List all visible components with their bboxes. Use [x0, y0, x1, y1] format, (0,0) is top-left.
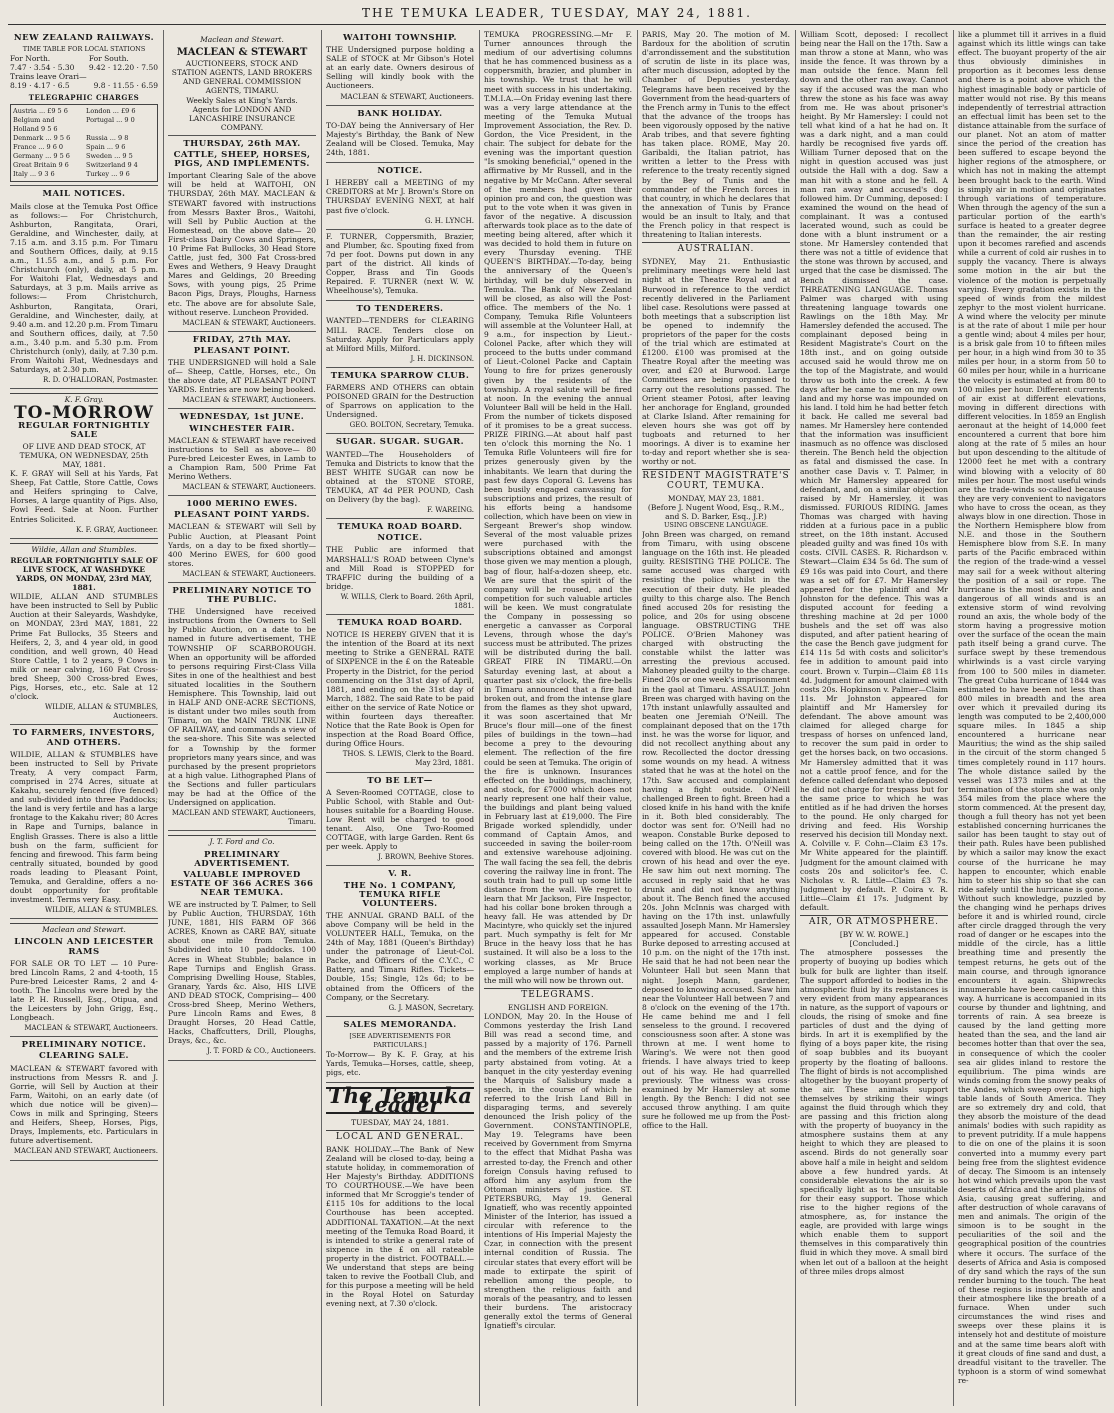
scarborough-ad [168, 583, 316, 831]
roadboard-title: TEMUKA ROAD BOARD. [337, 522, 463, 533]
telegraph-rate: Spain ... 9 6 [86, 143, 126, 152]
telegraph-rate: Italy ... 9 3 6 [13, 170, 55, 179]
rb2-title: TEMUKA ROAD BOARD. [337, 618, 463, 629]
telegrams-title: TELEGRAMS. [484, 988, 632, 1000]
rm-court-title: RESIDENT MAGISTRATE'S COURT, TEMUKA. [642, 471, 790, 491]
ford-ad [168, 847, 316, 1061]
telegraph-rate: Denmark ... 9 5 6 [13, 133, 71, 142]
pleasant-point-ad [168, 332, 316, 410]
waitohi-township-ad [326, 30, 474, 106]
gray-ad [10, 404, 158, 538]
column-rule [321, 30, 322, 1406]
english-foreign-title: ENGLISH AND FOREIGN. [507, 1002, 609, 1012]
time-table-label: TIME TABLE FOR LOCAL STATIONS [22, 45, 146, 54]
column-rule [953, 30, 954, 1406]
bank-title: BANK HOLIDAY. [357, 108, 443, 119]
ford-signature: J. T. FORD & CO., Auctioneers. [206, 1047, 316, 1056]
telegraph-rate: Sweden ... 9 5 [86, 152, 133, 161]
rb-signature: W. WILLS, Clerk to Board. 26th April, 1881. [340, 592, 474, 610]
air-concluded: [Concluded.] [849, 939, 899, 949]
north-head: For North. [10, 54, 51, 64]
rifle-ball-ad [326, 866, 474, 1016]
sparrow-title: TEMUKA SPARROW CLUB. [330, 370, 470, 381]
wildie-signature: WILDIE, ALLAN & STUMBLES, Auctioneers. [45, 703, 158, 721]
column-4 [484, 30, 632, 1406]
rb2-text: NOTICE IS HEREBY GIVEN that it is the intention of the Board at its next meeting to Strike a GENERAL RATE of SIXPENCE in the £ on the Rateable Property in the District, for the period commencing on the 31st day of April, 1881, and ending on the 31st day of March, 1882. The said Rate to be paid either on the service of Rate Notice or within fourteen days thereafter. Notice that the Rate Book is Open for inspection at the Road Board Office, during Office Hours. [326, 630, 474, 749]
pleasant-text: THE UNDERSIGNED will hold a Sale of— Sheep, Cattle, Horses, etc., On the above date, AT PLEASANT POINT YARDS. Entries are now being booked. [168, 358, 316, 395]
pp-yards-title: PLEASANT POINT YARDS. [174, 510, 310, 521]
maclean-head: Maclean and Stewart. [200, 35, 284, 44]
australian-title: AUSTRALIAN. [642, 242, 790, 254]
merino-text: MACLEAN & STEWART will Sell by Public Auction, at Pleasant Point Yards, on a day to be fixed shortly— 400 Merino EWES, for 600 good stores. [168, 522, 316, 568]
newspaper-nameplate: The Temuka Leader [326, 1087, 474, 1113]
sugar-ad [326, 434, 474, 519]
gray-sale-title: REGULAR FORTNIGHTLY SALE [18, 420, 150, 440]
firm-text: AUCTIONEERS, STOCK AND STATION AGENTS, LAND BROKERS AND GENERAL COMMISSION AGENTS, TIMARU. [171, 59, 313, 96]
wednesday-title: WEDNESDAY, 1st JUNE. [179, 412, 305, 423]
column-rule [795, 30, 796, 1406]
waitohi-title: WAITOHI TOWNSHIP. [343, 33, 457, 43]
wildie-section-head: Wildie, Allan and Stumbles. [10, 543, 158, 554]
local-general-text: BANK HOLIDAY.—The Bank of New Zealand will be closed to-day, being a statute holiday, in commemoration of Her Majesty's Birthday. ADDITIONS TO COURTHOUSE.—We have been informed that Mr Scroggie's tender of £115 10s for additions to the local Courthouse has been accepted. ADDITIONAL TAXATION.—At the next meeting of the Temuka Road Board, it is intended to strike a general rate of sixpence in the £ on all rateable property in the district. FOOTBALL.—We understand that steps are being taken to revive the Football Club, and for this purpose a meeting will be held in the Royal Hotel on Saturday evening next, at 7.30 o'clock. [326, 1144, 474, 1309]
bank-holiday-ad [326, 106, 474, 163]
rifle-signature: G. J. MASON, Secretary. [388, 1003, 474, 1012]
issue-date: TUESDAY, MAY 24, 1881. [351, 1117, 449, 1127]
gray-signature: K. F. GRAY, Auctioneer. [75, 525, 158, 534]
rifle-text: THE ANNUAL GRAND BALL of the above Company will be held in the VOLUNTEER HALL, Temuka, on the 24th of May, 1881 (Queen's Birthday) under the patronage of Lieut-Col. Packe, and Officers of the C.Y.C., C Battery, and Timaru Rifles. Tickets—Double, 15s; Single, 12s 6d; to be obtained from the Officers of the Company, or the Secretary. [326, 910, 474, 1002]
pleasant-signature: MACLEAN & STEWART, Auctioneers. [182, 396, 316, 405]
tenders-title: TO TENDERERS. [356, 304, 444, 315]
maclean-section-head: Maclean and Stewart. [10, 923, 158, 934]
sparrow-text: FARMERS AND OTHERS can obtain POISONED GRAIN for the Destruction of Sparrows on application to the Undersigned. [326, 383, 474, 420]
orari-north: 8.19 · 4.17 · 6.5 [10, 81, 70, 91]
cattle-signature: MACLEAN & STEWART, Auctioneers. [182, 318, 316, 327]
court-text: John Breen was charged, on remand from Timaru, with using obscene language on the 16th inst. He pleaded guilty. RESISTING THE POLICE. The same accused was charged with resisting the police whilst in the execution of their duty. He pleaded guilty to this charge also. The Bench fined accused 20s for resisting the police, and 20s for using obscene language. OBSTRUCTING THE POLICE. O'Brien Mahoney was charged with obstructing the constable whilst the latter was arresting the previous accused. Mahoney pleaded guilty to the charge. Fined 20s or one week's imprisonment in the gaol at Timaru. ASSAULT. John Breen was charged with having on the 17th instant unlawfully assaulted and beaten one Jeremiah O'Neill. The complainant deposed that on the 17th inst. he was the worse for liquor, and did not recollect anything about any row. Recollected the doctor dressing some wounds on my head. A witness stated that he was at the hotel on the 17th. Saw accused and complainant having a fight outside. O'Neill challenged Breen to fight. Breen had a closed knife in his hand with the knife in it. Both bled considerably. The doctor was sent for. O'Neill had no weapon. Constable Burke deposed to being called on the 17th. O'Neill was covered with blood. He was cut on the crown of his head and over the eye. He saw him out next morning. The accused in reply said that he was drunk and did not know anything about it. The Bench fined the accused 20s. John McInnis was charged with having on the 17th inst. unlawfully assaulted Joseph Mann. Mr Hamersley appeared for accused. Constable Burke deposed to arresting accused at 10 p.m. on the night of the 17th inst. He said that he had not been near the Volunteer Hall but seen Mann that night. Joseph Mann, gardener, deposed to knowing accused. Saw him near the Volunteer Hall between 7 and 8 o'clock on the evening of the 17th. He came behind me and I fell senseless to the ground. I recovered consciousness soon after. A stone was thrown at me. I went home to Waring's. We were not then good friends. I have always tried to keep out of his way. He had quarrelled previously. The witness was cross-examined by Mr Hamersley at some length. By the Bench: I did not see accused throw anything. I am quite sure he followed me up from the Post-office to the Hall. [642, 529, 790, 1131]
memo-title: SALES MEMORANDA. [343, 1019, 457, 1030]
clearing-signature: MACLEAN AND STEWART, Auctioneers. [13, 1147, 158, 1156]
firm-name: MACLEAN & STEWART [176, 47, 308, 59]
australian-text: SYDNEY, May 21. Enthusiastic preliminary meetings were held last night at the Theatre Royal and at Burwood in reference to the verdict recently delivered in the Parliament libel case. Resolutions were passed at both meetings that a subscription list be opened to indemnify the proprietors of the paper for the costs of the trial which are estimated at £1200. £100 was promised at the Theatre Royal after the meeting was over, and £20 at Burwood. Large Committees are being organised to carry out the resolutions passed. The Orient steamer Potosi, after leaving her anchorage for England, grounded at Clarke Island. After remaining for eleven hours she was got off by tugboats and returned to her moorings. A diver is to examine her to-day and report whether she is sea-worthy or not. [642, 257, 790, 467]
prelim-public-text: THE Undersigned have received instructions from the Owners to Sell by Public Auction, on a date to be named in future advertisement, THE TOWNSHIP OF SCARBOROUGH. When an opportunity will be afforded to persons requiring First-Class Villa Sites in one of the healthiest and best situated localities in the Southern Hemisphere. This Township, laid out in HALF AND ONE-ACRE SECTIONS, is distant under two miles south from Timaru, on the MAIN TRUNK LINE OF RAILWAY, and commands a view of the sea-shore. This Site was selected for a Township by the former proprietors many years since, and was purchased by the present proprietors at a high value. Lithographed Plans of the Sections and fuller particulars may be had at the Office of the Undersigned on application. [168, 607, 316, 808]
telegraph-rate: Germany ... 9 5 6 [13, 152, 70, 161]
rifle-title: THE No. 1 COMPANY, TEMUKA RIFLE VOLUNTEERS. [343, 880, 457, 909]
air-title: AIR, OR ATMOSPHERE. [800, 915, 948, 927]
air-byline: [BY W. W. ROWE.] [839, 930, 909, 940]
gray-text: K. F. GRAY will Sell at his Yards, Fat Sheep, Fat Cattle, Store Cattle, Cows and Heifers springing to Calve, Horses, A large quantity of Pigs. Also, Fowl Feed. Sale at Noon. Further Entries Solicited. [10, 469, 158, 524]
rb-notice-title: NOTICE. [377, 533, 423, 544]
notice-signature: G. H. LYNCH. [425, 216, 474, 225]
telegraph-rate: London ... £9 6 [86, 106, 136, 115]
turner-ad [326, 230, 474, 302]
lincoln-title: LINCOLN AND LEICESTER RAMS [14, 937, 154, 957]
ford-text: WE are instructed by T. Palmer, to Sell by Public Auction, THURSDAY, 16th JUNE, 1881, HIS FARM OF 366 ACRES, Known as CARE BAY, situate about one mile from Temuka. Subdivided into 10 paddocks. 100 Acres in Wheat Stubble; balance in Rape Turnips and English Grass. Comprising Dwelling House, Stables, Granary, Yards &c. Also, HIS LIVE AND DEAD STOCK, Comprising— 400 Cross-bred Sheep, Merino Wethers, Pure Lincoln Rams and Ewes, 8 Draught Horses, 20 Head Cattle, Hacks, Chaffcutters, Drill, Ploughs, Drays, &c., &c. [168, 899, 316, 1046]
tolet-title: TO BE LET— [367, 775, 433, 786]
farmers-signature: WILDIE, ALLAN & STUMBLES. [45, 906, 158, 915]
railways-title: NEW ZEALAND RAILWAYS. [13, 33, 155, 43]
prelim-public-signature: MACLEAN AND STEWART, Auctioneers, Timaru. [171, 809, 316, 827]
timetable [10, 54, 158, 72]
clearing-title: CLEARING SALE. [39, 1051, 129, 1062]
sales-memoranda [326, 1017, 474, 1084]
orari-label: Trains leave Orari— [10, 72, 87, 82]
column-5 [642, 30, 790, 1406]
maclean-firm-ad [168, 44, 316, 136]
column-3 [326, 30, 474, 1406]
local-general-title: LOCAL AND GENERAL. [326, 1130, 474, 1142]
clearing-ad [10, 1037, 158, 1160]
telegraph-rate: Russia ... 9 8 [86, 133, 129, 142]
page-masthead: THE TEMUKA LEADER, TUESDAY, MAY 24, 1881. [362, 6, 752, 20]
tenders-text: WANTED—TENDERS for CLEARING MILL RACE. Tenders close on Saturday. Apply for Particulars apply at Milford Mills, Milford. [326, 316, 474, 353]
telegraph-rate: Turkey ... 9 6 [86, 170, 130, 179]
merino-signature: MACLEAN & STEWART, Auctioneers. [182, 569, 316, 578]
pleasant-title: PLEASANT POINT. [193, 345, 291, 356]
column-7 [958, 30, 1106, 1406]
railways-ad [10, 30, 158, 186]
winchester-text: MACLEAN & STEWART have received instructions to Sell as above— 80 Pure-bred Leicester Ewes, in Lamb to a Champion Ram, 500 Prime Fat Merino Wethers. [168, 435, 316, 482]
waitohi-text: THE Undersigned purpose holding a SALE of STOCK at Mr Gibson's Hotel at an early date. Owners desirous of Selling will kindly book with the Auctioneers. [326, 45, 474, 91]
ford-title: VALUABLE IMPROVED ESTATE OF 366 ACRES 366 NEAR TEMUKA. [170, 869, 314, 898]
obscene-subhead: USING OBSCENE LANGUAGE. [663, 520, 769, 529]
prelim-title: PRELIMINARY NOTICE. [21, 1040, 147, 1051]
column-2 [168, 30, 316, 1406]
mail-signature: R. D. O'HALLORAN, Postmaster. [42, 376, 158, 385]
tenders-signature: J. H. DICKINSON. [410, 354, 474, 363]
rm-date: MONDAY, MAY 23, 1881. [667, 493, 765, 503]
air-text: The atmosphere possesses the property of buoying up bodies which bulk for bulk are lighter than itself. The support afforded to bodies in the atmospheric fluid by its resistances is very evident from many appearances in nature, as the support of vapours or clouds, the rising of smoke and fine particles of dust and the dying of birds. In art it is exemplified by the flying of a boys paper kite, the rising of soap bubbles and its buoyant property by the floating of balloons. The flight of birds is not accomplished altogether by the buoyant property of the air. These animals support themselves by striking their wings against the fluid through which they are passing and this friction along with the property of buoyancy in the atmosphere sustains them at any height to which they are pleased to ascend. Birds do not generally soar above half a mile in height and seldom above a few hundred yards. At considerable elevations the air is so specifically light as to be unsuitable for their easy support. Those which rise to the higher regions of the atmosphere, as, for instance the eagle, are provided with large wings which enable them to support themselves in this comparatively thin fluid in which they move. A small bird when let out of a balloon at the height of three miles drops almost [800, 948, 948, 1276]
thursday-title: THURSDAY, 26th MAY. [183, 138, 301, 149]
telegraph-rate: Belgium and Holland 9 5 6 [13, 115, 58, 133]
local-news-text: TEMUKA PROGRESSING.—Mr F. Turner announces through the medium of our advertising columns that he has commenced business as a coppersmith, brazier, and plumber in his township. We trust that he will meet with success in his undertaking. T.M.I.A.—On Friday evening last there was a very large attendance at the meeting of the Temuka Mutual Improvement Association, the Rev. D. Gordon, the Vice President, in the chair. The subject for debate for the evening was the important question "Is smoking beneficial," opened in the affirmative by Mr Russell, and in the negative by Mr McCann. After several of the members had given their opinion pro and con, the question was put to the vote when it was given in favor of the negative. A discussion afterwards took place as to the date of meeting being altered, after which it was decided to hold them in future on every Thursday evening. THE QUEEN'S BIRTHDAY.—To-day, being the anniversary of the Queen's birthday, will be duly observed in Temuka. The Bank of New Zealand will be closed, as also will the Post-office. The members of the No. 1 Company, Temuka Rifle Volunteers will assemble at the Volunteer Hall, at 9 a.m., for inspection by Lieut.-Colonel Packe, after which they will proceed to the butts under command of Lieut.-Colonel Packe and Captain Young to fire for prizes generously given by the residents of the township. A royal salute will be fired at noon. In the evening the annual Volunteer Ball will be held in the Hall. From the number of tickets disposed of it promises to be a great success. PRIZE FIRING.—At about half past ten o'clock this morning the No. 1 Temuka Rifle Volunteers will fire for prizes generously given by the inhabitants. We learn that during the past few days Coporal G. Levens has been busily engaged canvassing for subscriptions and prizes, the result of his efforts being a handsome collection, which have been on view in Sergeant Brewer's shop window. Several of the most valuable prizes were purchased with the subscriptions obtained and amongst those given we may mention a plough, bag of flour, half-a-dozen sheep, etc. We are sure that the spirit of the company will be roused, and the competition for such valuable articles will be keen. We must congratulate the Company in possessing so energetic a canvasser as Corporal Levens, through whose the day's success must be attributed. The prizes will be distributed during the ball. GREAT FIRE IN TIMARU.—On Saturday evening last, at about a quarter past six o'clock, the fire-bells in Timaru announced that a fire had broken out, and from the intense glare from the flames as they shot upward, it was soon ascertained that Mr Bruce's flour mill—one of the finest piles of buildings in the town—had become a prey to the devouring element. The reflection of the fire could be seen at Temuka. The origin of the fire is unknown. Insurances effected on the buildings, machinery, and stock, for £7000 which does not nearly represent one half their value, the buildings and plant being valued in February last at £19,000. The Fire Brigade worked splendidly, under command of Captain Amos, and succeeded in saving the boiler-room and extensive warehouse adjoining. The wall facing the sea fell, the debris covering the railway line in front. The south train had to pull up some little distance from the wall. We regret to learn that Mr Jackson, Fire Inspector, had his collar bone broken through a heavy fall. He was attended by Dr Macintyre, who quickly set the injured part. Much sympathy is felt for Mr Bruce in the heavy loss that he has sustained. It will also be a loss to the working classes, as Mr Bruce employed a large number of hands at the mill who will now be thrown out. [484, 30, 632, 985]
to-let-ad [326, 773, 474, 867]
farmers-ad [10, 725, 158, 919]
court-continued-text: William Scott, deposed: I recollect being near the Hall on the 17th. Saw a man throw a stone at Mann, who was inside the fence. It was thrown by a man outside the fence. Mann fell down and the other ran away. Cannot say if the accused was the man who threw the stone as his face was away from me. He was about prisoner's height. By Mr Hamersley: I could not tell what kind of a hat he had on. It was a dark night, and a man could hardly be recognised five yards off. William Turner deposed that on the night in question accused was just outside the Hall with a dog. Saw a man hit with a stone and he fell. A man ran away and accused's dog followed him. Dr Cumming, deposed: I examined the wound on the head of complainant. It was a contused lacerated wound, such as could be done with a blunt instrument or a stone. Mr Hamersley contended that there was not a tittle of evidence that the stone was thrown by accused, and urged that the case be dismissed. The Bench dismissed the case. THREATENING LANGUAGE. Thomas Palmer was charged with using threatening language towards one Rawlings on the 18th May. Mr Hamersley defended the accused. The complainant deposed being in Resident Magistrate's Court on the 18th inst., and on going outside accused said he would throw me on the top of the Magistrate, and would throw us both into the creek. A few days after he came to me on my own land and my horse was impounded on his land. I told him he had better fetch it back. He called me several bad names. Mr Hamersley here contended that the information was insufficient inasmuch as no offence was disclosed therein. The Bench held the objection as fatal and dismissed the case. In another case Davis v. T. Palmer, in which Mr Hamersley appeared for defendant, and, on a similar objection raised by Mr Hamersley, it was dismissed. FURIOUS RIDING. James Thomas was charged with having ridden at a furious pace in a public street, on the 18th instant. Accused pleaded guilty and was fined 10s with costs. CIVIL CASES. R. Richardson v. Stewart—Claim £34 5s 6d. The sum of £9 16s was paid into Court, and there was a set off for £7. Mr Hamersley appeared for the plaintiff and Mr Johnston for the defence. This was a disputed account for feeding a threshing machine at 2d per 1000 bushels and the set off was also disputed, and after patient hearing of the case the Bench gave judgment for £14 11s 5d with costs and solicitor's fee in addition to amount paid into court. Brown v. Turpin—Claim £8 11s 4d. Judgment for amount claimed with costs 20s. Hopkinson v. Palmer—Claim 11s. Mr Johnston appeared for plaintiff and Mr Hamersley for defendant. The above amount was claimed for alleged charge for trespass of horses on unfenced land, to recover the sum paid in order to get the horses back, on two occasions. Mr Hamersley admitted that it was not a cattle proof fence, and for the defence called defendant who deposed he did not charge for trespass but for the same price to which he was entitled as if he had driven the horses to the pound. He only charged for driving and feed. His Worship reserved his decision till Monday next. A. Colville v. F. Cohn—Claim £3 17s. Mr White appeared for the plaintiff. Judgment for the amount claimed with costs 20s and solicitor's fee. C. Nicholas v. R. Little—Claim £3 7s. Judgment by default. P. Coira v. R. Little—Claim £1 17s. Judgment by default. [800, 30, 948, 912]
rb-text: THE Public are informed that MARSHALL'S ROAD between Clyne's and Mill Road is STOPPED for TRAFFIC during the building of a bridge. [326, 545, 474, 591]
column-1 [10, 30, 158, 1406]
turner-text: F. TURNER, Coppersmith, Brazier, and Plumber, &c. Spouting fixed from 7d per foot. Downs put down in any part of the district. All kinds of Copper, Brass and Tin Goods Repaired. F. TURNER (next W. W. Wheelhouse's), Temuka. [326, 231, 474, 296]
mail-notices [10, 186, 158, 389]
sugar-signature: F. WAREING. [427, 506, 474, 515]
sugar-text: WANTED—The Householders of Temuka and Districts to know that the BEST WHITE SUGAR can now be obtained at the STONE STORE, TEMUKA, AT 4d PER POUND, Cash on Delivery (by the bag). [326, 449, 474, 505]
vr-mark: V. R. [388, 869, 412, 880]
column-rule [637, 30, 638, 1406]
friday-title: FRIDAY, 27th MAY. [192, 334, 292, 345]
wildie-sale-title: REGULAR FORTNIGHTLY SALE OF LIVE STOCK, AT WASHDYKE YARDS, ON MONDAY, 23rd MAY, 1881. [10, 555, 158, 593]
column-rule [479, 30, 480, 1406]
telegraph-rate: Great Britain 9 6 [13, 161, 69, 170]
farmers-text: WILDIE, ALLAN & STUMBLES have been instructed to Sell by Private Treaty, A very compact Farm, comprised in 274 Acres, situate at Kakahu, securely fenced (five fenced) and sub-divided into three Paddocks; the land is very fertile and has a large frontage to the Kakahu river; 80 Acres in Rape and Turnips, balance in English Grasses. There is also a little bush on the farm, sufficient for fencing and firewood. This farm being centrally situated, bounded by good roads leading to Pleasant Point, Temuka, and Geraldine, offers a no-doubt opportunity for profitable investment. Terms very Easy. [10, 749, 158, 905]
mail-text: Mails close at the Temuka Post Office as follows:— For Christchurch, Ashburton, Rangitata, Orari, Geraldine, and Winchester, daily, at 7.15 a.m. and 3.15 p.m. For Timaru and Southern Offices, daily, at 9.15 a.m., 11.55 a.m., and 5 p.m. For Christchurch (only), daily, at 5 p.m. For Waitohi Flat, Wednesdays and Saturdays, at 3 p.m. Mails arrive as follows:— From Christchurch, Ashburton, Rangitata, Orari, Geraldine, and Winchester, daily, at 9.40 a.m. and 12.20 p.m. From Timaru and Southern offices, daily, at 7.50 a.m., 3.40 p.m. and 5.30 p.m. From Christchurch (only), daily, at 7.30 p.m. From Waitohi Flat, Wednesdays and Saturdays, at 2.30 p.m. [10, 201, 158, 375]
memo-text: To-Morrow— By K. F. Gray, at his Yards, Temuka—Horses, cattle, sheep, pigs, etc. [326, 1050, 474, 1078]
creditors-notice [326, 163, 474, 230]
winchester-ad [168, 409, 316, 496]
south-head: For South. [88, 54, 129, 64]
winchester-title: WINCHESTER FAIR. [189, 423, 295, 434]
telegraph-rates [10, 104, 158, 183]
sparrow-signature: GEO. BOLTON, Secretary, Temuka. [349, 421, 474, 430]
cattle-title: CATTLE, SHEEP, HORSES, PIGS, AND IMPLEMENTS. [173, 150, 311, 170]
paris-rome-text: PARIS, May 20. The motion of M. Bardoux for the abolition of scrutin d'arrondissement and the substitution of scrutin de liste in its place was, after much discussion, adopted by the Chamber of Deputies yesterday. Telegrams have been received by the Government from the head-quarters of the French army in Tunis to the effect that the advance of the troops has been vigorously opposed by the native Arab tribes, and that severe fighting has taken place. ROME, May 20. Garibaldi, the Italian patriot, has written a letter to the Press with reference to the treaty recently signed by the Bey of Tunis and the commander of the French forces in that country, in which he declares that the annexation of Tunis by France would be an insult to Italy, and that the French policy in that respect is threatening to Italian interests. [642, 30, 790, 240]
telegraph-rate: France ... 9 6 0 [13, 143, 64, 152]
clearing-text: MACLEAN & STEWART favored with instructions from Messrs R. and J. Gorrie, will Sell by Auction at their Farm, Waitohi, on an early date (of which due notice will be given)— Cows in milk and Springing, Steers and Heifers, Sheep, Horses, Pigs, Drays, Implements, etc. Particulars in future advertisement. [10, 1063, 158, 1146]
notice-text: I HEREBY call a MEETING of my CREDITORS at Mr J. Brown's Store on THURSDAY EVENING NEXT, at half past five o'clock. [326, 178, 474, 215]
road-board-ad [326, 519, 474, 615]
telegrams-text: LONDON, May 20. In the House of Commons yesterday the Irish Land Bill was read a second time, and passed by a majority of 176. Parnell and the members of the extreme Irish party abstained from voting. At a banquet in the city yesterday evening the Marquis of Salisbury made a speech, in the course of which he referred to the Irish Land Bill in disparaging terms, and severely denounced the Irish policy of the Government. CONSTANTINOPLE, May 19. Telegrams have been received by Government from Smyrna to the effect that Midhat Pasha was arrested to-day, the French and other foreign Consuls having refused to afford him any asylum from the Ottoman ministers of justice. ST. PETERSBURG, May 19. General Ignatieff, who was recently appointed Minister of the Interior, has issued a circular with reference to the intentions of His Imperial Majesty the Czar, in connection with the present internal condition of Russia. The circular states that every effort will be made to extirpate the spirit of rebellion among the people, to strengthen the religious faith and morals of the peasantry, and to lessen their burdens. The aristocracy generally extol the terms of General Ignatieff's circular. [484, 1012, 632, 1331]
north-times: 7.47 · 3.54 · 5.30 [10, 63, 75, 73]
column-rule [163, 30, 164, 1406]
merino-title: 1000 MERINO EWES. [186, 499, 298, 510]
wildie-text: WILDIE, ALLAN AND STUMBLES have been instructed to Sell by Public Auction at their Saleyards, Washdyke, on MONDAY, 23rd MAY, 1881, 22 Prime Fat Bullocks, 35 Steers and Heifers, 2, 3, and 4 year old, in good condition, and well grown, 40 Head Store Cattle, 1 to 2 years, 9 Cows in milk or near calving, 160 Fat Cross-bred Sheep, 300 Cross-bred Ewes, Pigs, Horses, etc., etc. Sale at 12 o'clock. [10, 592, 158, 702]
winchester-signature: MACLEAN & STEWART, Auctioneers. [182, 483, 316, 492]
telegraph-rate: Portugal ... 9 0 [86, 115, 135, 124]
south-times: 9.42 · 12.20 · 7.50 [88, 63, 158, 73]
farmers-title: TO FARMERS, INVESTORS, AND OTHERS. [12, 728, 156, 748]
rb2-signature: THOS. S. LEWIS, Clerk to the Board. May 23rd, 1881. [342, 750, 474, 768]
gray-sale-sub: OF LIVE AND DEAD STOCK, AT TEMUKA, ON WEDNESDAY, 25th MAY, 1881. [19, 441, 149, 469]
rm-before: (Before J. Nugent Wood, Esq., R.M., and S. D. Barker, Esq., J.P.) [647, 502, 785, 521]
tolet-signature: J. BROWN, Beehive Stores. [378, 853, 474, 862]
tomorrow-headline: TO-MORROW [14, 403, 154, 424]
mail-title: MAIL NOTICES. [42, 189, 126, 200]
ford-prelim: PRELIMINARY ADVERTISEMENT. [194, 849, 290, 869]
air-continued-text: like a plummet till it arrives in a fluid against which its little wings can take effect. The buoyant property of the air thus obviously diminishes in proportion as it becomes less dense and there is a point above which the highest imaginable body or particle of matter would not rise. By this means independently of terrestrial attraction an effectual limit has been set to the distance attainable from the surface of our planet. Not an atom of matter since the period of the creation has been suffered to escape beyond the higher regions of the atmosphere, or which has not in making the attempt been brought back to the earth. Wind is simply air in motion and originates through variations of temperature. When through the agency of the sun a particular portion of the earth's surface is heated to a greater degree than the remainder, the air resting upon it becomes rarefied and ascends while a current of cold air rushes in to supply the vacancy. There is always some motion in the air but the violence of the motion is perpetually varying. Every gradation exists in the speed of winds from the mildest zephyr to the most violent hurricane. A wind where the velocity per minute is at the rate of about 1 mile per hour a gentle wind; about 4 miles per hour, is a brisk gale from 10 to fifteen miles per hour, in a high wind from 30 to 35 miles per hour, in a storm from 50 to 60 miles per hour, while in a hurricane the velocity is estimated at from 80 to 100 miles per hour. Different currents of air exist at different elevations, moving in different directions with different velocities. In 1859 an English aeronaut at the height of 14,000 feet encountered a current that bore him along at the rate of 5 miles an hour but upon descending to the altitude of 12000 feet he met with a contrary wind blowing with a velocity of 80 miles per hour. The most useful winds are the trade-winds so-called because they are very convenient to navigators who have to cross the ocean, as they always blow in one direction. Those in the Northern Hemisphere blow from N.E. and those in the Southern Hemisphere blow from S.E. In many parts of the Pacific embraced within the region of the trade-wind a vessel may sail for a week without altering the position of a sail or rope. The hurricane is the most disastrous and dangerous of all winds and is an extensive storm of wind revolving round an axis, the whole body of the storm having a progressive motion over the surface of the ocean the main path itself being a grand curve. The surface swept by these tremendous whirlwinds is a vast circle varying from 100 to 500 miles in diameter. The great Cuba hurricane of 1844 was estimated to have been not less than 800 miles in breadth and the area over which it prevailed during its length was computed to be 2,400,000 square miles. In 1845 a ship encountered a hurricane near Mauritius; the wind as the ship sailed in the circuit of the storm changed 5 times completely round in 117 hours. The whole distance sailed by the vessel was 1373 miles and at the termination of the storm she was only 354 miles from the place where the storm commenced. At the present day, though a full theory has not yet been established concerning hurricanes the sailor has been taught to stay out of their path. Rules have been published by which a sailor may know the exact course of the hurricane he may happen to encounter, which enable him to steer his ship so that she can ride safely until the hurricane is gone. Without such knowledge, puzzled by the changing wind he perhaps drives before it and is whirled round, circle after circle dragged through the very road of danger or he escapes into the middle of the circle, has a little breathing time and presently the tempest returns, he gets out of the main course, and through ignorance encounters it again. Shipwrecks innumerable have been caused in this way. A hurricane is accompanied in its course by thunder and lightning, and torrents of rain. A sea breeze is caused by the land getting more heated than the sea, and the land air becomes hotter than that over the sea, in consequence of which the cooler sea air glides inland to restore the equilibrium. The pima winds are winds coming from the snowy peaks of the Andes, which sweep over the high table lands of South America. They are so extremely dry and cold, that they absorb the moisture of the dead animals' bodies with such rapidity as to prevent putridity. If a mule happens to die on one of the plains it is soon converted into a mummy every part being free from the slightest evidence of decay. The Simoom is an intensely hot wind which prevails upon the vast deserts of Africa and the arid plains of Asia, causing great suffering, and after destruction of whole caravans of men and animals. The origin of the simoon is to be sought in the peculiarities of the soil and the geographical position of the countries where it occurs. The surface of the deserts of Africa and Asia is composed of dry sand which the rays of the sun render burning to the touch. The heat of these regions is insupportable and their atmosphere like the breath of a furnace. When under such circumstances the wind rises and sweeps over these plains it is intensely hot and destitute of moisture and at the same time bears aloft with it great clouds of fine sand and dust, a dreadful visitant to the traveller. The typhoon is a storm of wind somewhat re- [958, 30, 1106, 1385]
tenders-ad [326, 301, 474, 368]
sugar-title: SUGAR. SUGAR. SUGAR. [335, 437, 465, 448]
lincoln-signature: MACLEAN & STEWART, Auctioneers. [24, 1024, 158, 1033]
road-board-rate-ad [326, 615, 474, 773]
memo-sub: [SEE ADVERTISEMENTS FOR PARTICULARS.] [349, 1031, 451, 1049]
bank-text: TO-DAY being the Anniversary of Her Majesty's Birthday, the Bank of New Zealand will be Closed. Temuka, May 24th, 1881. [326, 120, 474, 158]
weekly-sales: Weekly Sales at King's Yards. [186, 95, 298, 105]
telegraph-rate: Austria ... £9 5 6 [13, 106, 68, 115]
gray-section-head: K. F. Gray. [10, 393, 158, 404]
orari-timetable [10, 81, 158, 90]
lincoln-text: FOR SALE OR TO LET — 10 Pure-bred Lincoln Rams, 2 and 4-tooth, 15 Pure-bred Leicester Rams, 2 and 4-tooth. The Lincolns were bred by the late P. H. Russell, Esq., Otipua, and the Leicesters by John Grigg, Esq., Longbeach. [10, 958, 158, 1023]
waitohi-clearing-ad [168, 136, 316, 332]
wildie-ad [10, 554, 158, 726]
column-6 [800, 30, 948, 1406]
agents: Agents for LONDON AND LANCASHIRE INSURANCE COMPANY. [188, 104, 296, 132]
cattle-text: Important Clearing Sale of the above will be held at WAITOHI, ON THURSDAY, 26th MAY. MACLEAN & STEWART favored with instructions from Messrs Baxter Bros., Waitohi, will Sell by Public Auction at the Homestead, on the above date— 20 First-class Dairy Cows and Springers, 10 Prime Fat Bullocks, 30 Head Store Cattle, just fed, 300 Fat Cross-bred Ewes and Wethers, 9 Heavy Draught Mares and Geldings, 20 Breeding Sows, with young pigs, 25 Prime Bacon Pigs, Drays, Ploughs, Harness etc. The above are for absolute Sale, without reserve. Luncheon Provided. [168, 171, 316, 317]
lincoln-ad [10, 934, 158, 1037]
masthead-rule [8, 24, 1106, 25]
telegraph-rate: Switzerland 9 4 [86, 161, 138, 170]
notice-title: NOTICE. [377, 166, 423, 177]
waitohi-signature: MACLEAN & STEWART, Auctioneers. [340, 92, 474, 101]
sparrow-ad [326, 368, 474, 435]
merino-ad [168, 496, 316, 583]
telegraph-title: TELEGRAPHIC CHARGES [28, 92, 140, 102]
ford-section-head: J. T. Ford and Co. [168, 835, 316, 846]
prelim-public-title: PRELIMINARY NOTICE TO THE PUBLIC. [172, 585, 312, 606]
tolet-text: A Seven-Roomed COTTAGE, close to Public School, with Stable and Out-houses suitable for a Boarding House. Low Rent will be charged to good tenant. Also, One Two-Roomed COTTAGE, with large Garden. Rent 6s per week. Apply to [326, 787, 474, 852]
orari-south: 9.8 · 11.55 · 6.59 [93, 81, 158, 91]
